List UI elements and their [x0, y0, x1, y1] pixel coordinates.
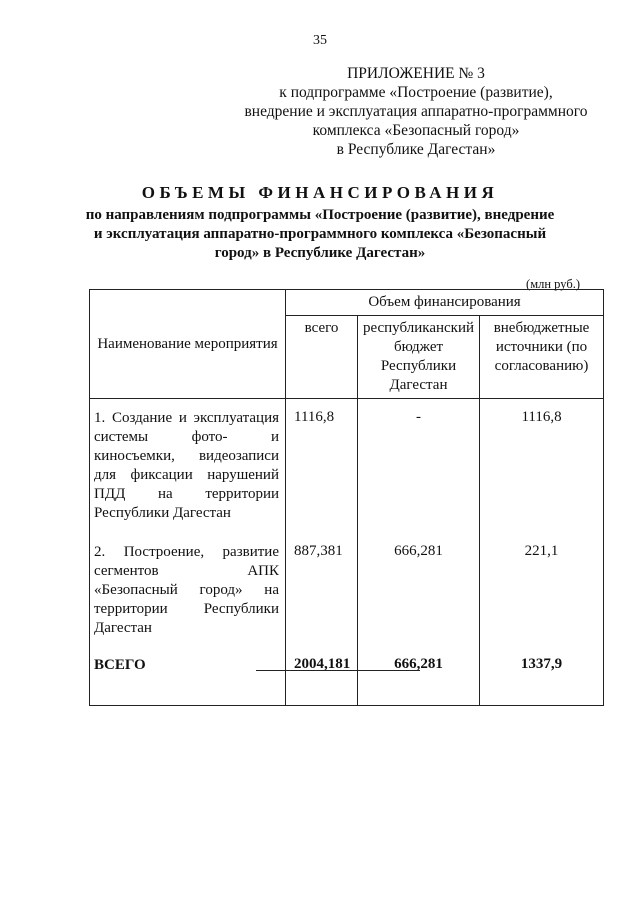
appendix-line: комплекса «Безопасный город» [312, 122, 520, 139]
document-title: ОБЪЕМЫ ФИНАНСИРОВАНИЯ [141, 183, 499, 202]
column-header-total: всего [286, 316, 358, 399]
appendix-line: к подпрограмме «Построение (развитие), [279, 84, 553, 101]
financing-table [89, 289, 604, 706]
cell-republic: - [358, 399, 480, 524]
total-label: ВСЕГО [90, 638, 286, 706]
appendix-title: ПРИЛОЖЕНИЕ № 3 [347, 65, 485, 82]
total-row [90, 638, 604, 706]
row-name: 2. Построение, развитие сегментов АПК «Безопасный город» на территории Республики Дагестан [90, 523, 286, 638]
total-cell-total: 2004,181 [286, 638, 358, 706]
document-subtitle-line: по направлениям подпрограммы «Построение (развитие), внедрение [85, 207, 555, 223]
units-label: (млн руб.) [526, 277, 580, 291]
appendix-line: внедрение и эксплуатация аппаратно-программного [244, 103, 588, 120]
page-number: 35 [313, 33, 327, 48]
column-header-republic: республиканский бюджет Республики Дагестан [358, 316, 480, 399]
total-cell-offbudget: 1337,9 [480, 638, 604, 706]
document-subtitle-line: город» в Республике Дагестан» [214, 245, 426, 261]
cell-total: 887,381 [286, 523, 358, 638]
cell-offbudget: 1116,8 [480, 399, 604, 524]
appendix-line: в Республике Дагестан» [336, 141, 496, 158]
total-cell-republic: 666,281 [358, 638, 480, 706]
closing-rule [256, 670, 420, 671]
column-header-offbudget: внебюджетные источники (по согласованию) [480, 316, 604, 399]
table-row [90, 399, 604, 524]
cell-republic: 666,281 [358, 523, 480, 638]
document-heading [60, 183, 580, 263]
table-row [90, 523, 604, 638]
row-name: 1. Создание и эксплуатация системы фото- и киносъемки, видеозаписи для фиксации нарушений ПДД на территории Республики Дагестан [90, 399, 286, 524]
column-group-header: Объем финансирования [286, 290, 604, 316]
document-subtitle-line: и эксплуатация аппаратно-программного комплекса «Безопасный [93, 226, 547, 242]
cell-total: 1116,8 [286, 399, 358, 524]
cell-offbudget: 221,1 [480, 523, 604, 638]
column-header-name: Наименование мероприятия [90, 290, 286, 399]
appendix-block [218, 64, 614, 159]
